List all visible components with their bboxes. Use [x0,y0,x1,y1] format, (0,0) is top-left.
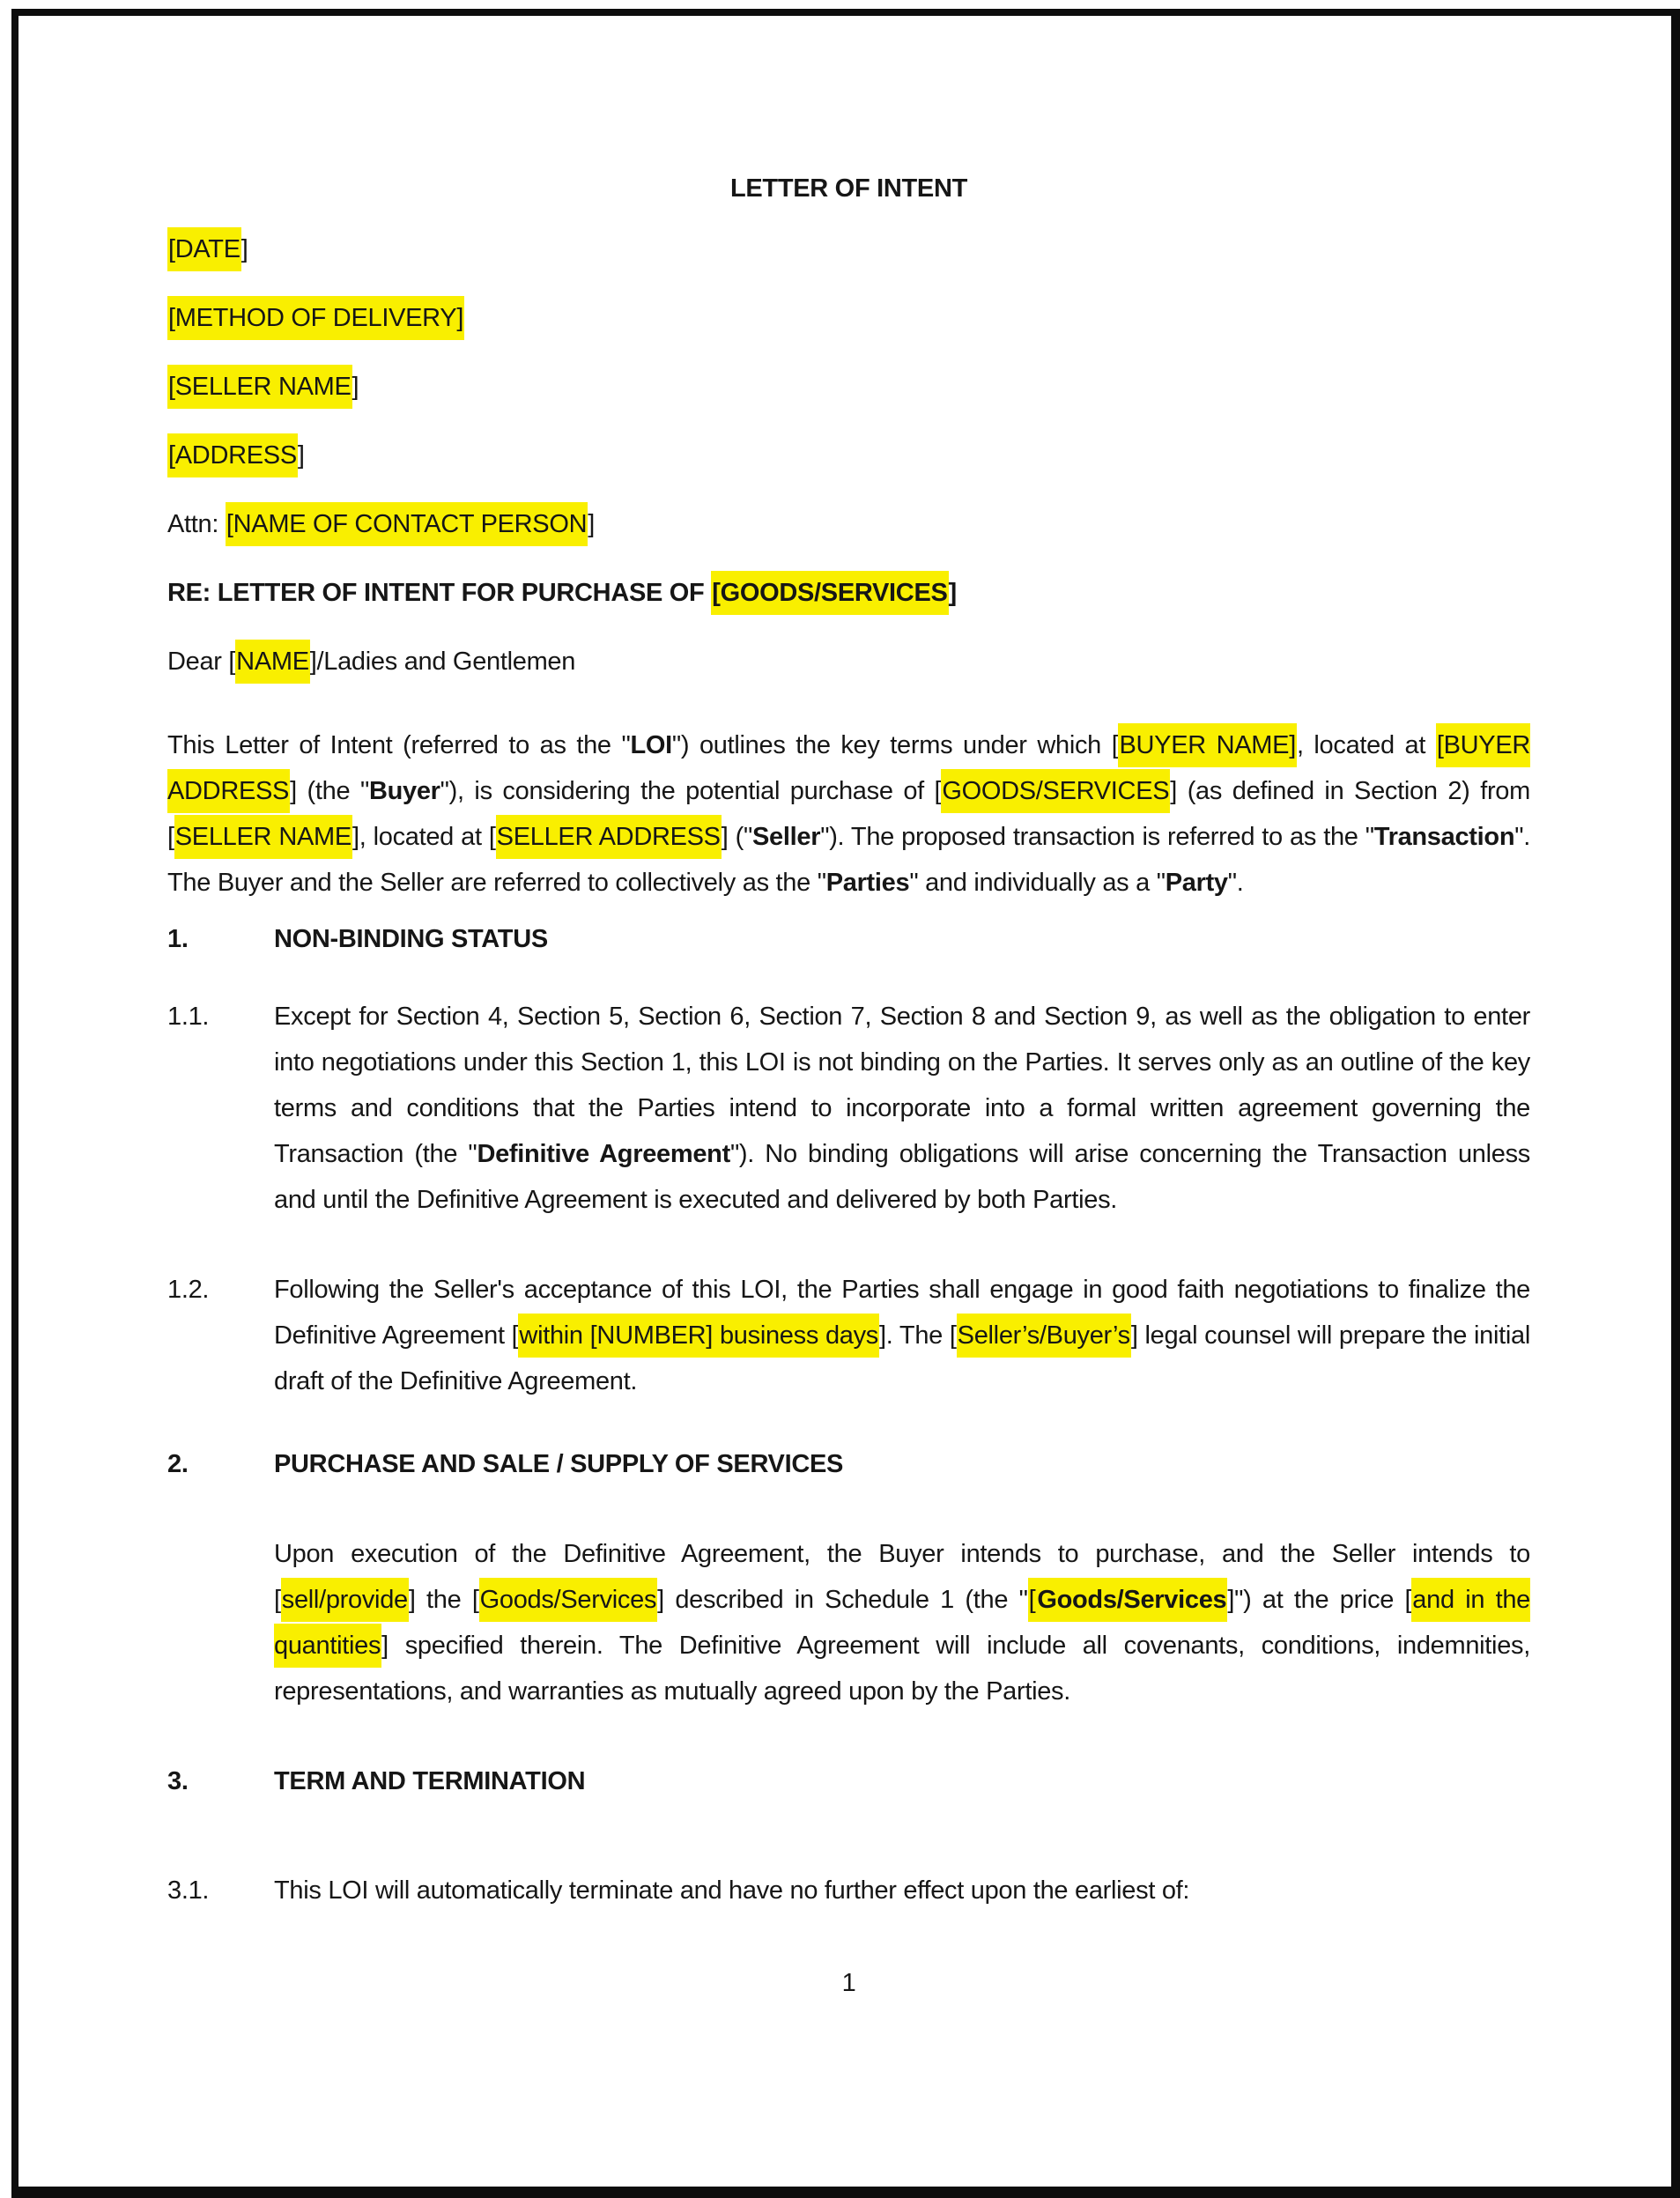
salutation-line: Dear [NAME]/Ladies and Gentlemen [167,639,1530,685]
highlighted-placeholder: BUYER NAME] [1118,723,1296,767]
highlighted-placeholder: [ [1028,1578,1037,1622]
highlighted-placeholder: SELLER ADDRESS [496,815,722,859]
clause-2-body [167,1531,1530,1714]
clause-3-1-number: 3.1. [167,1876,210,1905]
clause-1-2-text: Following the Seller's acceptance of this LOI, the Parties shall engage in good faith negotiations to finalize the Definitive Agreement [within [NUMBER] business days]. The [Seller’s/Buyer’s] legal counsel will prepare the initial draft of the Definitive Agreement. [274,1276,1530,1395]
highlighted-placeholder: [DATE [167,227,241,271]
clause-3-1 [167,1868,1530,1913]
highlighted-placeholder: NAME [235,640,310,684]
section-1-number: 1. [167,925,189,953]
address-line: [ADDRESS] [167,433,1530,478]
section-1-heading [167,916,1530,962]
clause-3-1-text: This LOI will automatically terminate and have no further effect upon the earliest of: [274,1876,1190,1905]
clause-2-text: Upon execution of the Definitive Agreement, the Buyer intends to purchase, and the Seller intends to [sell/provide] the [Goods/Services] described in Schedule 1 (the "[Goods/Services]") at the price [and in the quantities] specified therein. The Definitive Agreement will include all covenants, conditions, indemnities, representations, and warranties as mutually agreed upon by the Parties. [274,1540,1530,1706]
clause-1-1 [167,994,1530,1223]
clause-1-2 [167,1267,1530,1404]
clause-1-1-text: Except for Section 4, Section 5, Section 6, Section 7, Section 8 and Section 9, as well as the obligation to enter into negotiations under this Section 1, this LOI is not binding on the Parties. It serves only as an outline of the key terms and conditions that the Parties intend to incorporate into a formal written agreement governing the Transaction (the "Definitive Agreement"). No binding obligations will arise concerning the Transaction unless and until the Definitive Agreement is executed and delivered by both Parties. [274,1003,1530,1214]
intro-paragraph: This Letter of Intent (referred to as the "LOI") outlines the key terms under which [BUYER NAME], located at [BUYER ADDRESS] (the "Buyer"), is considering the potential purchase of [GOODS/SERVICES] (as defined in Section 2) from [SELLER NAME], located at [SELLER ADDRESS] ("Seller"). The proposed transaction is referred to as the "Transaction". The Buyer and the Seller are referred to collectively as the "Parties" and individually as a "Party". [167,722,1530,906]
highlighted-placeholder: [ADDRESS [167,433,298,477]
section-2-number: 2. [167,1450,189,1478]
document-title: LETTER OF INTENT [729,174,968,203]
section-3-title: TERM AND TERMINATION [274,1767,586,1795]
section-2-heading [167,1441,1530,1487]
highlighted-placeholder: [SELLER NAME [167,365,352,409]
section-1-title: NON-BINDING STATUS [274,925,548,953]
highlighted-placeholder: and in the quantities [274,1578,1530,1668]
attention-line: Attn: [NAME OF CONTACT PERSON] [167,501,1530,547]
section-3-number: 3. [167,1767,189,1795]
highlighted-placeholder: Goods/Services [479,1578,658,1622]
date-placeholder-line: [DATE] [167,226,1530,272]
highlighted-placeholder: within [NUMBER] business days [518,1314,879,1358]
page-number: 1 [841,1969,856,1997]
section-3-heading [167,1758,1530,1804]
highlighted-placeholder: sell/provide [281,1578,409,1622]
highlighted-placeholder: Goods/Services [1036,1578,1227,1622]
highlighted-placeholder: Seller’s/Buyer’s [957,1314,1131,1358]
seller-name-line: [SELLER NAME] [167,364,1530,410]
clause-1-2-number: 1.2. [167,1276,210,1304]
clause-1-1-number: 1.1. [167,1003,210,1031]
highlighted-placeholder: SELLER NAME [174,815,352,859]
delivery-method-line [167,295,1530,341]
section-2-title: PURCHASE AND SALE / SUPPLY OF SERVICES [274,1450,844,1478]
highlighted-placeholder: [GOODS/SERVICES [711,571,948,615]
highlighted-placeholder: [BUYER ADDRESS [167,723,1530,813]
highlighted-placeholder: [METHOD OF DELIVERY] [167,296,464,340]
re-subject-line: RE: LETTER OF INTENT FOR PURCHASE OF [GOODS/SERVICES] [167,570,1530,616]
highlighted-placeholder: [NAME OF CONTACT PERSON [226,502,588,546]
highlighted-placeholder: GOODS/SERVICES [941,769,1170,813]
